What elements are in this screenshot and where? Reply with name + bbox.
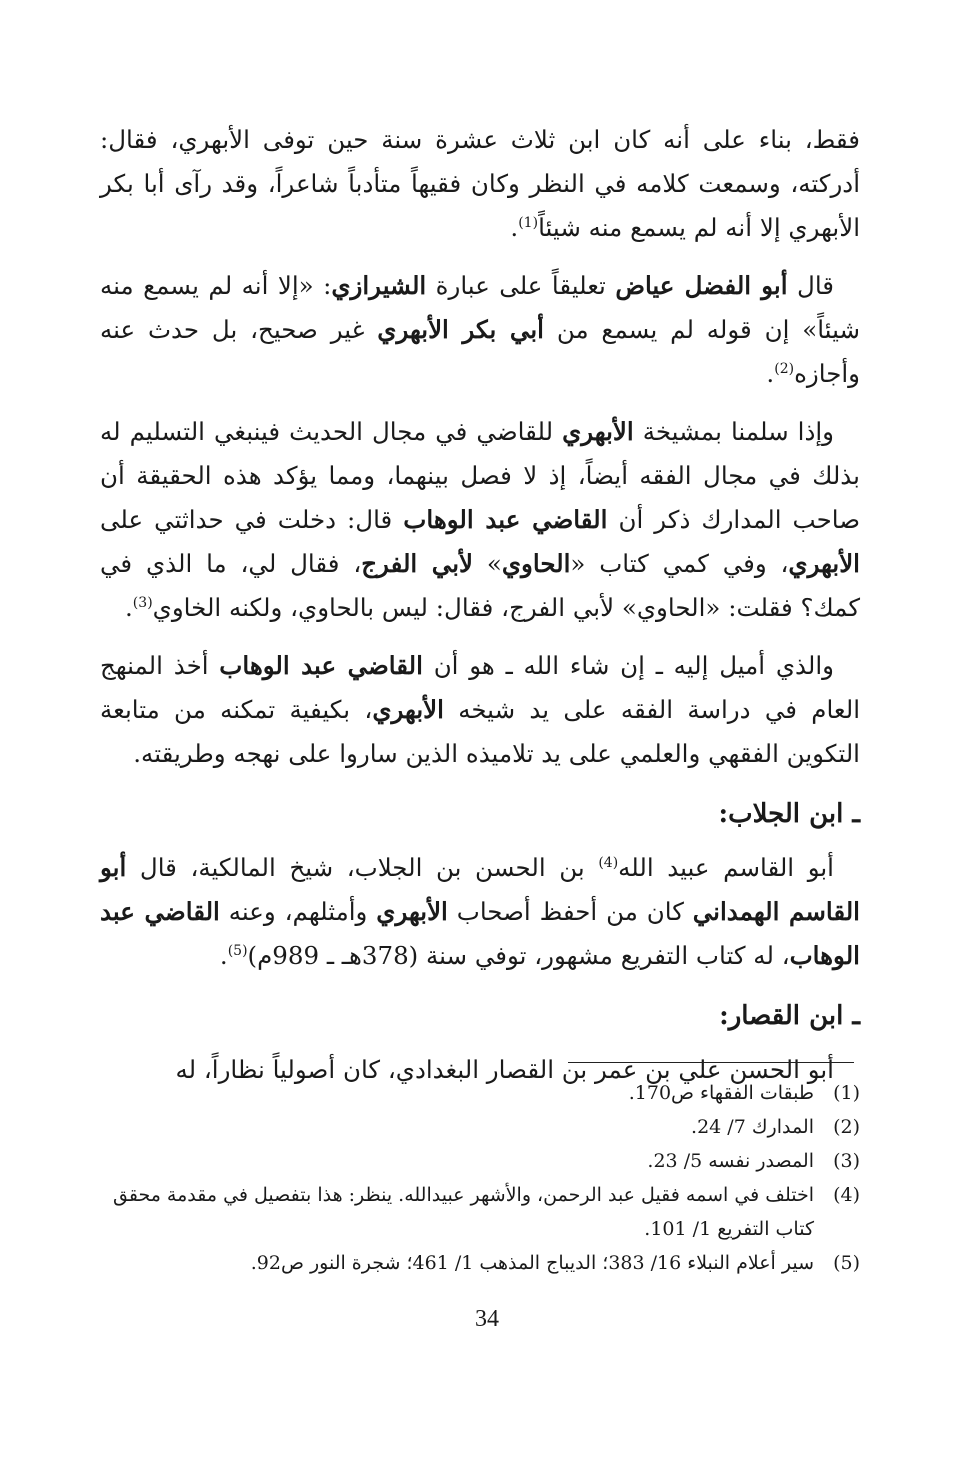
paragraph-text: » xyxy=(473,549,502,578)
bold-name: أبو القاسم الهمداني xyxy=(100,853,860,926)
bold-name: القاضي عبد الوهاب xyxy=(219,651,423,680)
paragraph-4 xyxy=(100,644,860,776)
bold-name: الشيرازي xyxy=(331,271,427,300)
footnote-ref[interactable]: (4) xyxy=(598,854,619,871)
footnote-item xyxy=(100,1110,860,1144)
bold-name: أبو الفضل عياض xyxy=(615,271,788,300)
footnote-text: طبقات الفقهاء ص170. xyxy=(628,1082,814,1104)
footnote-number: (4) xyxy=(833,1184,860,1206)
paragraph-2 xyxy=(100,264,860,396)
punctuation: . xyxy=(219,941,228,970)
footnote-item xyxy=(100,1076,860,1110)
paragraph-text: تعليقاً على عبارة xyxy=(426,271,616,300)
bold-name: القاضي عبد الوهاب xyxy=(100,897,860,970)
footnote-text: اختلف في اسمه فقيل عبد الرحمن، والأشهر عبيدالله. ينظر: هذا بتفصيل في مقدمة محقق كتاب التفريع 1/ 101. xyxy=(112,1184,814,1240)
footnote-ref[interactable]: (2) xyxy=(774,360,795,377)
paragraph-text: والذي أميل إليه ـ إن شاء الله ـ هو أن xyxy=(422,651,834,680)
bold-name: أبي بكر الأبهري xyxy=(377,315,544,344)
footnote-text: المصدر نفسه 5/ 23. xyxy=(647,1150,814,1172)
section-heading-ibn-jallab: ـ ابن الجلاب: xyxy=(718,799,860,829)
footnote-item xyxy=(100,1144,860,1178)
footnote-ref[interactable]: (5) xyxy=(227,942,248,959)
paragraph-text: وأمثلهم، وعنه xyxy=(219,897,377,926)
footnote-divider xyxy=(568,1062,854,1063)
paragraph-1 xyxy=(100,118,860,250)
paragraph-text: أبو القاسم عبيد الله xyxy=(618,853,834,882)
footnote-number: (2) xyxy=(833,1116,860,1138)
bold-name: الأبهري xyxy=(562,417,634,446)
footnote-text: المدارك 7/ 24. xyxy=(691,1116,814,1138)
footnote-number: (5) xyxy=(833,1252,860,1274)
bold-name: القاضي عبد الوهاب xyxy=(403,505,608,534)
paragraph-text: غير صحيح، بل حدث عنه وأجازه xyxy=(100,315,860,388)
punctuation: . xyxy=(510,213,519,242)
paragraph-text: قال xyxy=(787,271,835,300)
paragraph-ibn-qassar: أبو الحسن علي بن عمر بن القصار البغدادي، كان أصولياً نظاراً، له xyxy=(175,1055,834,1084)
footnote-text: سير أعلام النبلاء 16/ 383؛ الديباج المذهب 1/ 461؛ شجرة النور ص92. xyxy=(250,1252,814,1274)
paragraph-ibn-jallab xyxy=(100,846,860,978)
paragraph-text: للقاضي في مجال الحديث فينبغي التسليم له بذلك في مجال الفقه أيضاً، إذ لا فصل بينهما، ومما يؤكد هذه الحقيقة أن صاحب المدارك ذكر أن xyxy=(100,417,861,534)
paragraph-text: ، وفي كمي كتاب « xyxy=(570,549,789,578)
paragraph-text: وإذا سلمنا بمشيخة xyxy=(633,417,834,446)
footnotes-list xyxy=(100,1076,860,1280)
footnote-number: (3) xyxy=(833,1150,860,1172)
punctuation: . xyxy=(125,593,133,622)
paragraph-text: : «إلا أنه لم يسمع منه شيئاً» إن قوله لم يسمع من xyxy=(100,271,861,344)
page-number: 34 xyxy=(475,1306,499,1332)
footnote-item xyxy=(100,1246,860,1280)
paragraph-text: بن الحسن بن الجلاب، شيخ المالكية، قال xyxy=(126,853,599,882)
paragraph-text: قال: دخلت في حداثتي على xyxy=(100,505,404,534)
paragraph-text: ، بكيفية تمكنه من متابعة التكوين الفقهي والعلمي على يد تلاميذه الذين ساروا على نهجه وطريقته. xyxy=(100,695,860,768)
footnote-ref[interactable]: (1) xyxy=(518,214,539,231)
footnote-item xyxy=(100,1178,860,1246)
footnote-number: (1) xyxy=(833,1082,860,1104)
footnote-ref[interactable]: (3) xyxy=(132,594,153,611)
paragraph-3 xyxy=(100,410,860,630)
section-heading-ibn-qassar: ـ ابن القصار: xyxy=(719,1001,860,1031)
paragraph-text: ، له كتاب التفريع مشهور، توفي سنة (378هـ ـ 989م) xyxy=(247,941,790,970)
bold-name: الأبهري xyxy=(788,549,860,578)
bold-name: الأبهري xyxy=(372,695,444,724)
paragraph-text: فقط، بناء على أنه كان ابن ثلاث عشرة سنة حين توفى الأبهري، فقال: أدركته، وسمعت كلامه في النظر وكان فقيهاً متأدباً شاعراً، وقد رآى أبا بكر الأبهري إلا أنه لم يسمع منه شيئاً xyxy=(100,125,860,242)
page-body xyxy=(100,118,860,1106)
bold-book-title: الحاوي xyxy=(501,549,571,578)
bold-name: الأبهري xyxy=(376,897,448,926)
punctuation: . xyxy=(766,359,775,388)
paragraph-text: ، فقال لي، ما الذي في كمك؟ فقلت: «الحاوي» لأبي الفرج، فقال: ليس بالحاوي، ولكنه الخاوي xyxy=(100,549,860,622)
paragraph-text: كان من أحفظ أصحاب xyxy=(447,897,693,926)
paragraph-text: أخذ المنهج العام في دراسة الفقه على يد شيخه xyxy=(100,651,860,724)
bold-name: لأبي الفرج xyxy=(361,549,474,578)
